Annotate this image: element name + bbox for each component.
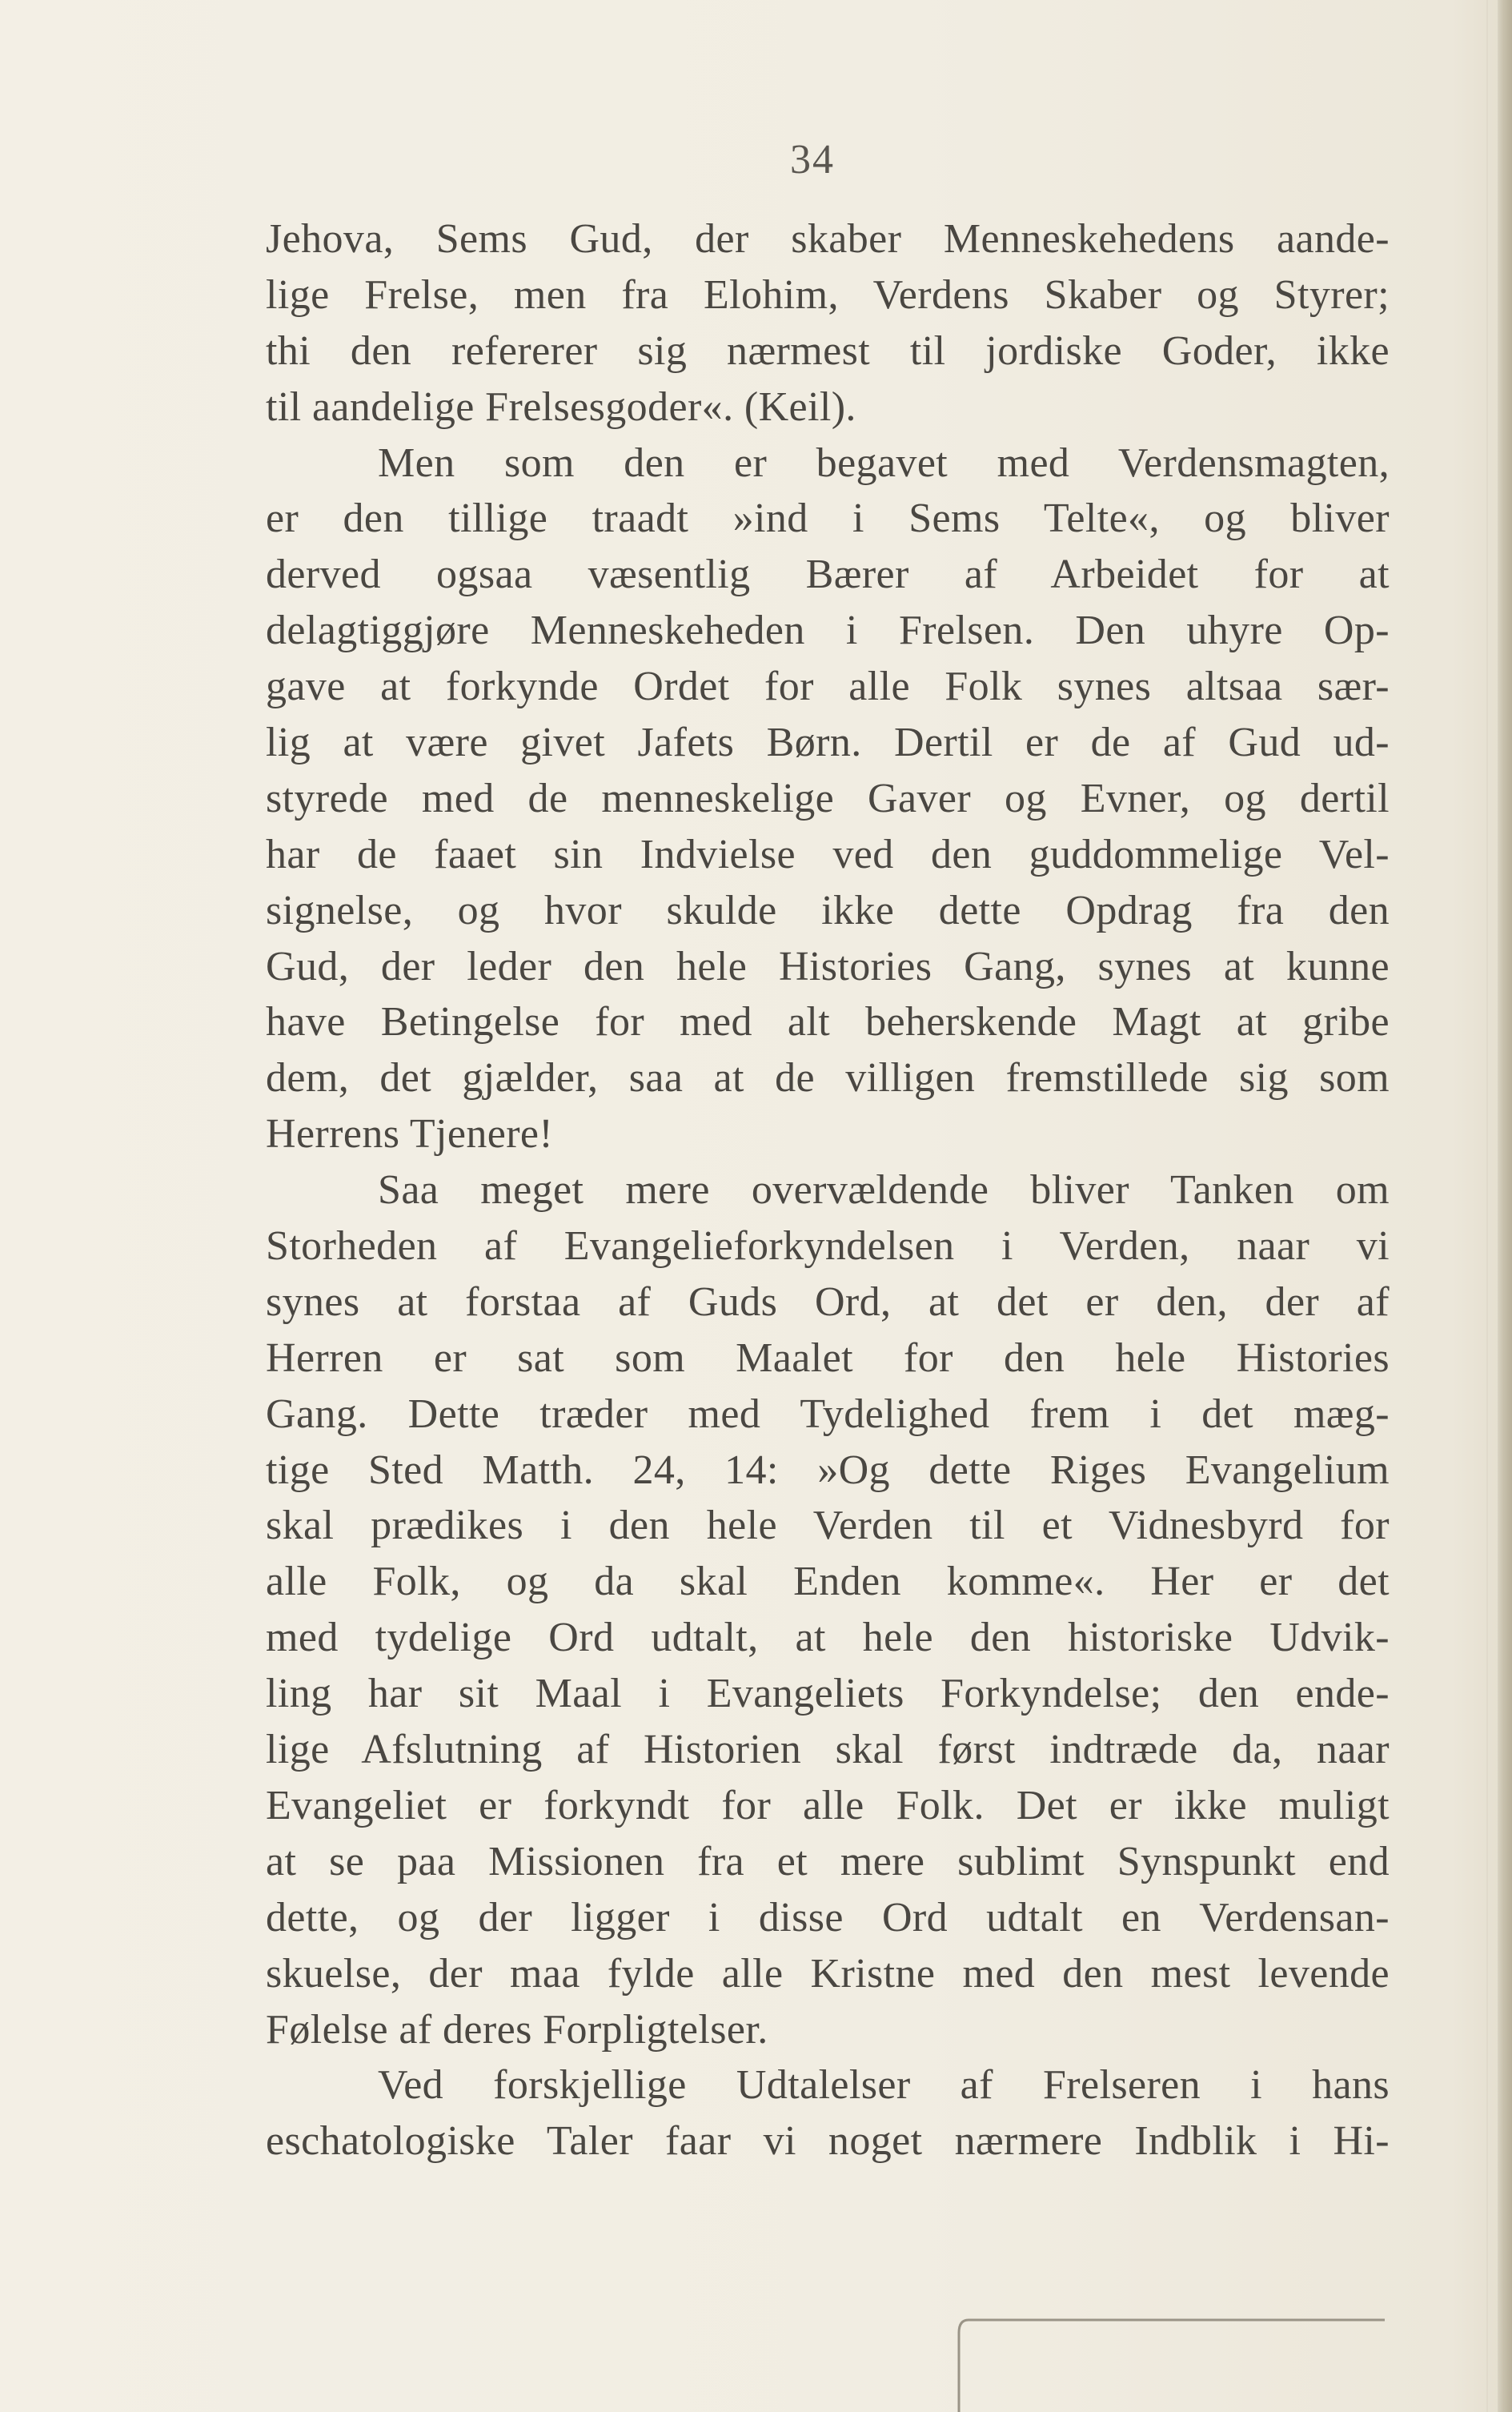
text-line: lige Frelse, men fra Elohim, Verdens Skaber og Styrer;	[266, 271, 1390, 318]
text-line: Herrens Tjenere!	[266, 1111, 554, 1158]
text-line: dette, og der ligger i disse Ord udtalt en Verdensan-	[266, 1894, 1390, 1940]
text-line: lige Afslutning af Historien skal først indtræde da, naar	[266, 1727, 1390, 1773]
text-line: Storheden af Evangelieforkyndelsen i Verden, naar vi	[266, 1223, 1390, 1270]
text-line: alle Folk, og da skal Enden komme«. Her er det	[266, 1559, 1390, 1605]
text-line: delagtiggjøre Menneskeheden i Frelsen. Den uhyre Op-	[266, 608, 1390, 654]
page-number: 34	[790, 137, 835, 183]
text-line: Følelse af deres Forpligtelser.	[266, 2006, 768, 2053]
text-line: er den tillige traadt »ind i Sems Telte«, og bliver	[266, 496, 1390, 542]
text-line: eschatologiske Taler faar vi noget nærmere Indblik i Hi-	[266, 2118, 1390, 2165]
page-edge-shadow	[1498, 0, 1512, 2412]
text-line: lig at være givet Jafets Børn. Dertil er de af Gud ud-	[266, 720, 1390, 766]
page-edge-line	[1486, 0, 1488, 2412]
text-line: Jehova, Sems Gud, der skaber Menneskehedens aande-	[266, 216, 1390, 262]
text-line: ling har sit Maal i Evangeliets Forkyndelse; den ende-	[266, 1671, 1390, 1717]
text-line: tige Sted Matth. 24, 14: »Og dette Riges Evangelium	[266, 1447, 1390, 1493]
text-line: styrede med de menneskelige Gaver og Evner, og dertil	[266, 775, 1390, 821]
text-line: har de faaet sin Indvielse ved den guddommelige Vel-	[266, 831, 1390, 877]
catchword-bracket	[953, 2309, 1401, 2412]
text-line: Saa meget mere overvældende bliver Tanken om	[378, 1167, 1390, 1214]
text-line: derved ogsaa væsentlig Bærer af Arbeidet for at	[266, 552, 1390, 598]
text-line: Herren er sat som Maalet for den hele Histories	[266, 1334, 1390, 1381]
text-line: at se paa Missionen fra et mere sublimt Synspunkt end	[266, 1838, 1390, 1884]
text-line: skuelse, der maa fylde alle Kristne med den mest levende	[266, 1950, 1390, 1997]
body-text	[266, 211, 1390, 2169]
text-line: synes at forstaa af Guds Ord, at det er den, der af	[266, 1278, 1390, 1325]
text-line: Evangeliet er forkyndt for alle Folk. Det er ikke muligt	[266, 1782, 1390, 1828]
text-line: dem, det gjælder, saa at de villigen fremstillede sig som	[266, 1055, 1390, 1102]
text-line: med tydelige Ord udtalt, at hele den historiske Udvik-	[266, 1615, 1390, 1661]
text-line: have Betingelse for med alt beherskende Magt at gribe	[266, 999, 1390, 1045]
text-line: Gang. Dette træder med Tydelighed frem i det mæg-	[266, 1391, 1390, 1437]
text-line: Men som den er begavet med Verdensmagten,	[378, 439, 1390, 486]
text-line: skal prædikes i den hele Verden til et Vidnesbyrd for	[266, 1503, 1390, 1549]
text-line: thi den refererer sig nærmest til jordiske Goder, ikke	[266, 327, 1390, 374]
text-line: Gud, der leder den hele Histories Gang, synes at kunne	[266, 943, 1390, 989]
text-line: signelse, og hvor skulde ikke dette Opdrag fra den	[266, 887, 1390, 933]
text-line: til aandelige Frelsesgoder«. (Keil).	[266, 383, 856, 430]
text-line: Ved forskjellige Udtalelser af Frelseren i hans	[378, 2062, 1390, 2109]
text-line: gave at forkynde Ordet for alle Folk synes altsaa sær-	[266, 664, 1390, 710]
